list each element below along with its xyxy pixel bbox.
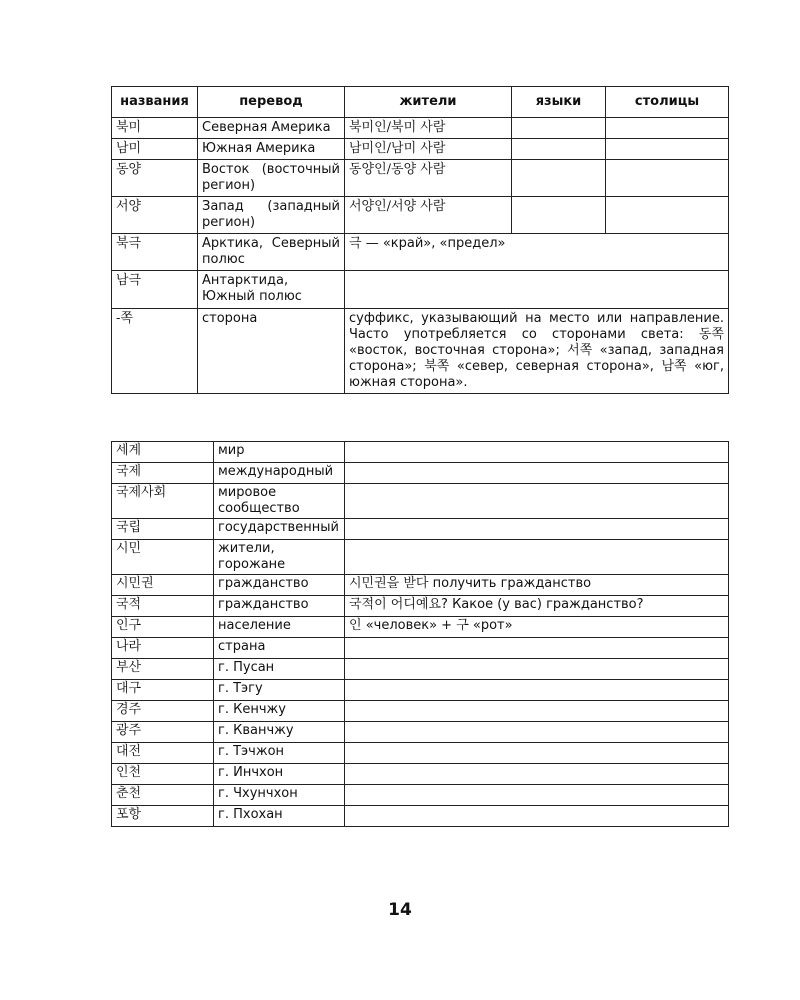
translation-cell: Антарктида, Южный полюс <box>198 271 345 309</box>
term-cell: 광주 <box>112 722 214 743</box>
capitals-cell <box>606 160 729 197</box>
translation-cell: г. Кванчжу <box>214 722 345 743</box>
term-cell: 국립 <box>112 519 214 540</box>
term-cell: 세계 <box>112 442 214 463</box>
translation-cell: Арктика, Северный полюс <box>198 234 345 271</box>
table-row <box>112 540 729 575</box>
note-cell <box>345 638 729 659</box>
languages-cell <box>512 139 606 160</box>
capitals-cell <box>606 118 729 139</box>
note-cell: 국적이 어디예요? Какое (у вас) гражданство? <box>345 596 729 617</box>
translation-cell: жители, горожане <box>214 540 345 575</box>
note-cell <box>345 484 729 519</box>
vocabulary-table <box>111 441 729 827</box>
translation-cell: Южная Америка <box>198 139 345 160</box>
note-cell <box>345 540 729 575</box>
table-row <box>112 118 729 139</box>
term-cell: 남극 <box>112 271 198 309</box>
translation-cell: население <box>214 617 345 638</box>
term-cell: 시민 <box>112 540 214 575</box>
term-cell: 서양 <box>112 197 198 234</box>
header-capitals: столицы <box>606 87 729 118</box>
note-cell <box>345 701 729 722</box>
note-cell <box>345 743 729 764</box>
page-number: 14 <box>388 900 412 920</box>
note-cell <box>345 659 729 680</box>
residents-cell: 동양인/동양 사람 <box>345 160 512 197</box>
note-cell: суффикс, указывающий на место или направление. Часто употребляется со сторонами света: 동쪽 «восток, восточная сторона»; 서쪽 «запад, западная сторона»; 북쪽 «север, северная сторона», 남쪽 «юг, южная сторона». <box>345 309 729 394</box>
note-cell: 시민권을 받다 получить гражданство <box>345 575 729 596</box>
table-row <box>112 160 729 197</box>
table-row <box>112 638 729 659</box>
translation-cell: г. Пусан <box>214 659 345 680</box>
term-cell: 대구 <box>112 680 214 701</box>
translation-cell: г. Инчхон <box>214 764 345 785</box>
term-cell: 북극 <box>112 234 198 271</box>
table-row <box>112 785 729 806</box>
translation-cell: гражданство <box>214 596 345 617</box>
table-row <box>112 442 729 463</box>
table-row <box>112 484 729 519</box>
translation-cell: мировое сообщество <box>214 484 345 519</box>
table-row <box>112 701 729 722</box>
translation-cell: г. Чхунчхон <box>214 785 345 806</box>
term-cell: 포항 <box>112 806 214 827</box>
table-row <box>112 139 729 160</box>
term-cell: 인천 <box>112 764 214 785</box>
header-translation: перевод <box>198 87 345 118</box>
table-row <box>112 680 729 701</box>
note-cell <box>345 463 729 484</box>
capitals-cell <box>606 139 729 160</box>
translation-cell: международный <box>214 463 345 484</box>
residents-cell: 남미인/남미 사람 <box>345 139 512 160</box>
term-cell: 국제사회 <box>112 484 214 519</box>
table-row <box>112 519 729 540</box>
header-names: названия <box>112 87 198 118</box>
residents-cell: 서양인/서양 사람 <box>345 197 512 234</box>
header-residents: жители <box>345 87 512 118</box>
table-row <box>112 271 729 309</box>
translation-cell: Восток (восточный регион) <box>198 160 345 197</box>
table-row <box>112 659 729 680</box>
regions-table <box>111 86 729 394</box>
translation-cell: Запад (западный регион) <box>198 197 345 234</box>
table-header-row <box>112 87 729 118</box>
capitals-cell <box>606 197 729 234</box>
translation-cell: г. Пхохан <box>214 806 345 827</box>
translation-cell: мир <box>214 442 345 463</box>
term-cell: 대전 <box>112 743 214 764</box>
translation-cell: Северная Америка <box>198 118 345 139</box>
note-cell <box>345 722 729 743</box>
header-languages: языки <box>512 87 606 118</box>
translation-cell: государственный <box>214 519 345 540</box>
term-cell: 경주 <box>112 701 214 722</box>
table-row <box>112 743 729 764</box>
table-row <box>112 197 729 234</box>
translation-cell: г. Тэчжон <box>214 743 345 764</box>
translation-cell: гражданство <box>214 575 345 596</box>
term-cell: -쪽 <box>112 309 198 394</box>
note-cell <box>345 764 729 785</box>
term-cell: 인구 <box>112 617 214 638</box>
translation-cell: г. Тэгу <box>214 680 345 701</box>
term-cell: 국제 <box>112 463 214 484</box>
note-cell <box>345 680 729 701</box>
note-cell <box>345 442 729 463</box>
term-cell: 북미 <box>112 118 198 139</box>
term-cell: 남미 <box>112 139 198 160</box>
table-row <box>112 596 729 617</box>
term-cell: 국적 <box>112 596 214 617</box>
note-cell: 극 — «край», «предел» <box>345 234 729 271</box>
table-row <box>112 575 729 596</box>
table-row <box>112 764 729 785</box>
table-row <box>112 234 729 271</box>
note-cell <box>345 271 729 309</box>
table-row <box>112 617 729 638</box>
term-cell: 시민권 <box>112 575 214 596</box>
translation-cell: г. Кенчжу <box>214 701 345 722</box>
term-cell: 춘천 <box>112 785 214 806</box>
note-cell <box>345 806 729 827</box>
translation-cell: сторона <box>198 309 345 394</box>
note-cell <box>345 519 729 540</box>
term-cell: 부산 <box>112 659 214 680</box>
term-cell: 나라 <box>112 638 214 659</box>
residents-cell: 북미인/북미 사람 <box>345 118 512 139</box>
term-cell: 동양 <box>112 160 198 197</box>
table-row <box>112 722 729 743</box>
languages-cell <box>512 160 606 197</box>
table-row <box>112 309 729 394</box>
table-row <box>112 463 729 484</box>
translation-cell: страна <box>214 638 345 659</box>
note-cell <box>345 785 729 806</box>
languages-cell <box>512 118 606 139</box>
table-row <box>112 806 729 827</box>
note-cell: 인 «человек» + 구 «рот» <box>345 617 729 638</box>
languages-cell <box>512 197 606 234</box>
